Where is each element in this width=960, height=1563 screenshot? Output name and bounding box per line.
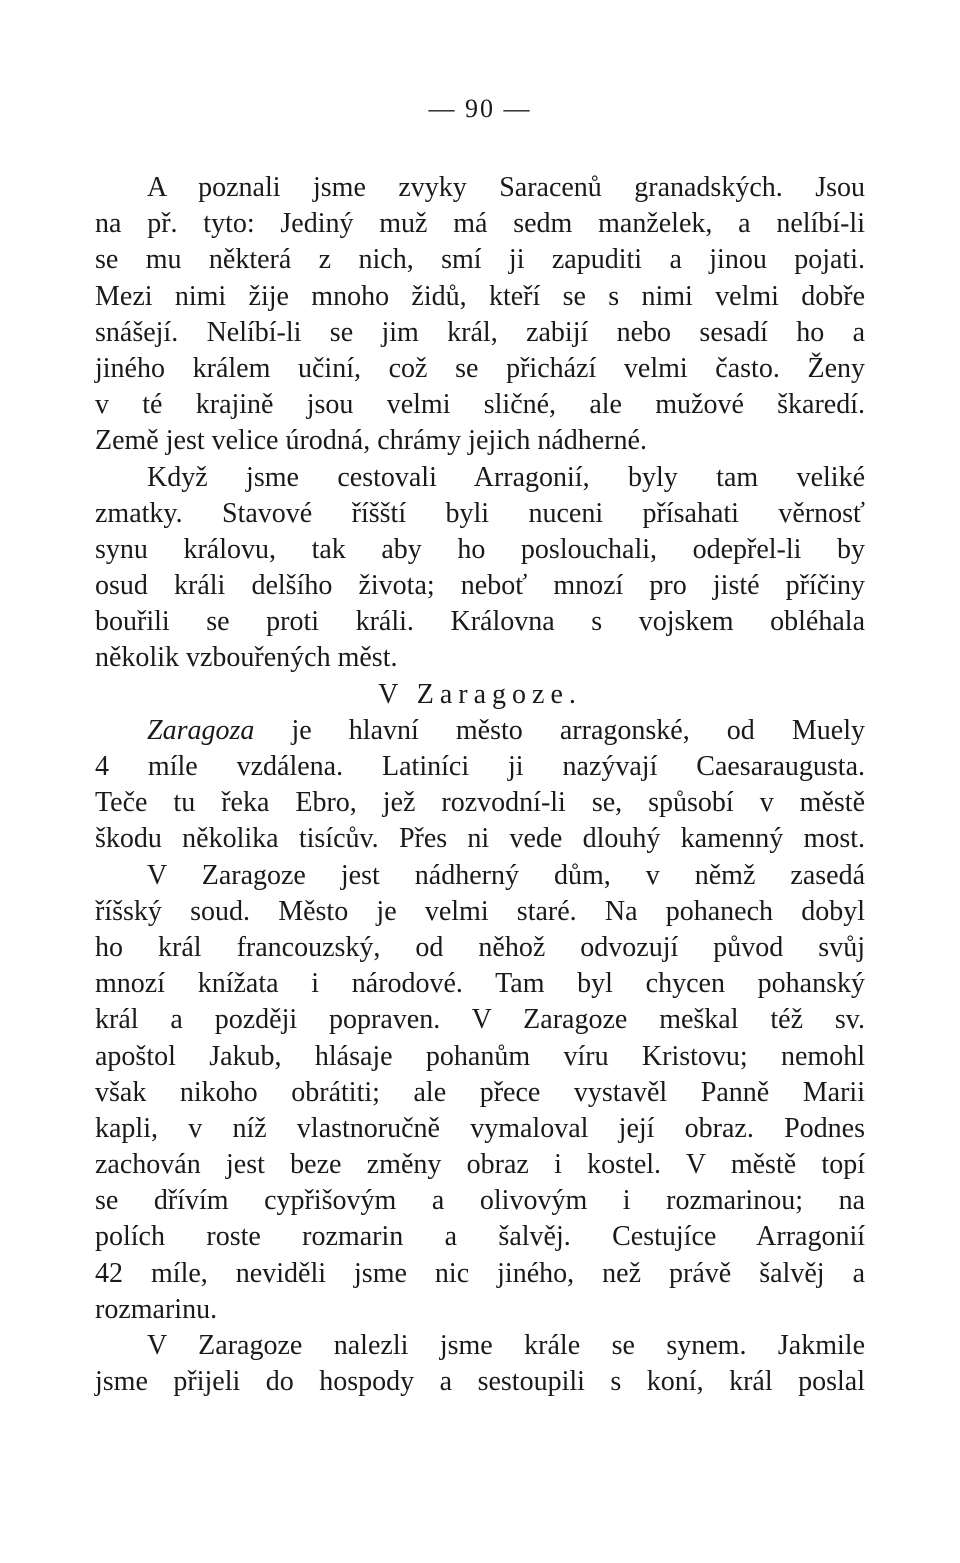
text-line: apoštol Jakub, hlásaje pohanům víru Kristovu; nemohl [95,1040,865,1072]
text-line: se dřívím cypřišovým a olivovým i rozmarinou; na [95,1185,865,1217]
text-line: na př. tyto: Jediný muž má sedm manželek, a nelíbí-li [95,208,865,240]
text-line: Teče tu řeka Ebro, jež rozvodní-li se, spůsobí v městě [95,787,865,819]
text-line: jiného králem učiní, což se přichází velmi často. Ženy [95,352,865,384]
text-line: Když jsme cestovali Arragonií, byly tam veliké [147,461,865,493]
text-line: škodu několika tisícův. Přes ni vede dlouhý kamenný most. [95,823,865,855]
text-line: polích roste rozmarin a šalvěj. Cestujíce Arragonií [95,1221,865,1253]
text-line: bouřili se proti králi. Královna s vojskem obléhala [95,606,865,638]
text-line: ho král francouzský, od něhož odvozují původ svůj [95,931,865,963]
text-line [95,713,865,749]
text-line: snášejí. Nelíbí-li se jim král, zabijí nebo sesadí ho a [95,316,865,348]
text-line: 4 míle vzdálena. Latiníci ji nazývají Caesaraugusta. [95,751,865,782]
text-line: V Zaragoze jest nádherný dům, v němž zasedá [147,859,865,891]
body-text [95,170,865,1400]
text-line: V Zaragoze nalezli jsme krále se synem. Jakmile [147,1330,865,1361]
section-heading: V Zaragoze. [378,678,582,710]
text-line: se mu některá z nich, smí ji zapuditi a jinou pojati. [95,244,865,276]
text-line: král a později popraven. V Zaragoze meškal též sv. [95,1004,865,1036]
italic-place-name: Zaragoza [147,714,255,746]
text-line: Země jest velice úrodná, chrámy jejich nádherné. [95,425,647,457]
text-line: Mezi nimi žije mnoho židů, kteří se s nimi velmi dobře [95,280,865,312]
text-line: říšský soud. Město je velmi staré. Na pohanech dobyl [95,895,865,927]
text-line: však nikoho obrátiti; ale přece vystavěl Panně Marii [95,1076,865,1108]
text-line: kapli, v níž vlastnoručně vymaloval její obraz. Podnes [95,1112,865,1144]
text-line: jsme přijeli do hospody a sestoupili s koní, král poslal [95,1366,865,1398]
text-line: v té krajině jsou velmi sličné, ale mužové škaredí. [95,389,865,421]
text-line: synu královu, tak aby ho poslouchali, odepřel-li by [95,533,865,565]
text-line: A poznali jsme zvyky Saracenů granadských. Jsou [147,172,865,203]
text-line: mnozí knížata i národové. Tam byl chycen pohanský [95,968,865,1000]
text-line: několik vzbouřených měst. [95,642,398,674]
text-line: rozmarinu. [95,1293,218,1325]
text-line: zachován jest beze změny obraz i kostel. V městě topí [95,1149,865,1181]
text-line: zmatky. Stavové říšští byli nuceni přísahati věrnosť [95,497,865,529]
text-line: osud králi delšího života; neboť mnozí pro jisté příčiny [95,570,865,602]
text-line: 42 míle, neviděli jsme nic jiného, než právě šalvěj a [95,1257,865,1289]
text-line-rest: je hlavní město arragonské, od Muely [291,714,865,746]
page-number: — 90 — [428,94,532,123]
